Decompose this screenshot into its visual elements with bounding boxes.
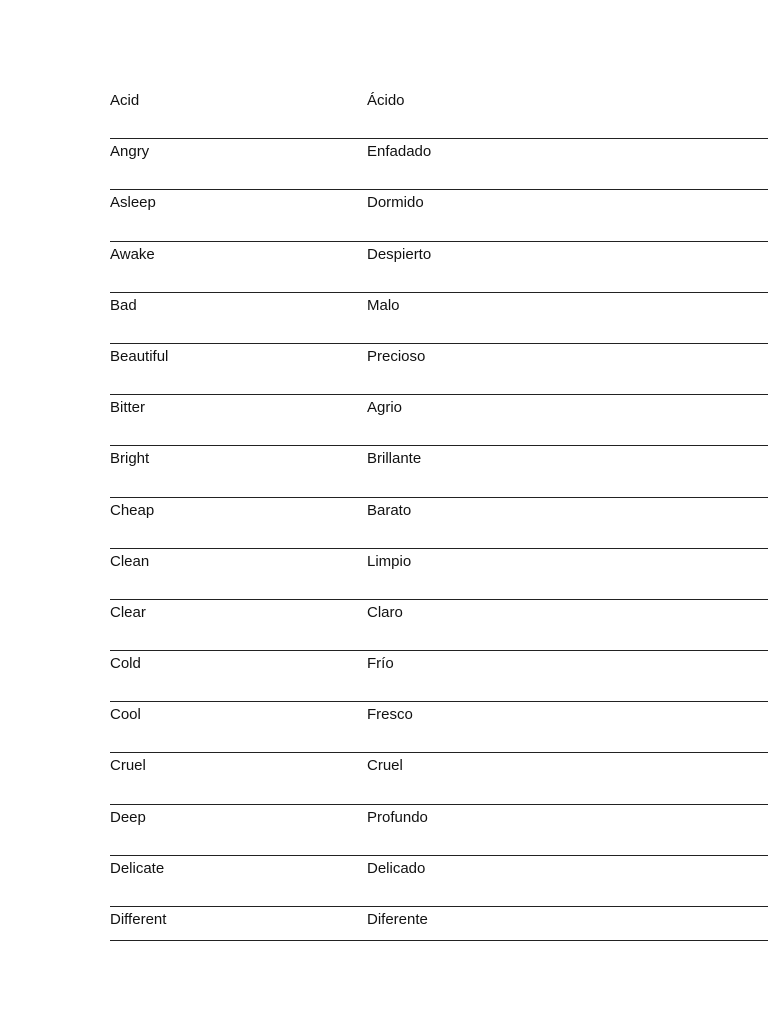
spanish-word: Barato [367, 501, 412, 519]
table-row [110, 190, 768, 241]
spanish-word: Brillante [367, 450, 422, 468]
english-word: Bad [110, 296, 137, 314]
english-word: Cruel [110, 757, 146, 775]
table-row [110, 856, 768, 907]
table-row [110, 702, 768, 753]
table-row [110, 651, 768, 702]
vocabulary-table [110, 88, 768, 941]
english-word: Cheap [110, 501, 155, 519]
english-word: Clear [110, 603, 146, 621]
table-row [110, 344, 768, 395]
spanish-word: Claro [367, 603, 403, 621]
table-row [110, 498, 768, 549]
english-word: Awake [110, 245, 155, 263]
spanish-word: Diferente [367, 911, 428, 928]
english-word: Clean [110, 552, 150, 570]
english-word: Delicate [110, 859, 165, 877]
spanish-word: Frío [367, 655, 394, 673]
table-row [110, 446, 768, 497]
spanish-word: Despierto [367, 245, 432, 263]
spanish-word: Ácido [367, 92, 405, 109]
spanish-word: Agrio [367, 399, 403, 417]
table-row [110, 395, 768, 446]
spanish-word: Precioso [367, 347, 426, 365]
english-word: Angry [110, 143, 150, 161]
table-row [110, 139, 768, 190]
table-row [110, 242, 768, 293]
table-row [110, 293, 768, 344]
spanish-word: Cruel [367, 757, 403, 775]
table-row [110, 549, 768, 600]
english-word: Beautiful [110, 347, 169, 365]
english-word: Bright [110, 450, 150, 468]
table-row [110, 600, 768, 651]
spanish-word: Fresco [367, 706, 413, 724]
spanish-word: Enfadado [367, 143, 432, 161]
table-row [110, 753, 768, 804]
english-word: Acid [110, 92, 140, 109]
english-word: Different [110, 911, 167, 928]
english-word: Cool [110, 706, 141, 724]
english-word: Asleep [110, 194, 156, 212]
spanish-word: Delicado [367, 859, 426, 877]
table-row [110, 88, 768, 139]
spanish-word: Profundo [367, 808, 428, 826]
table-row [110, 805, 768, 856]
spanish-word: Malo [367, 296, 400, 314]
english-word: Deep [110, 808, 146, 826]
english-word: Bitter [110, 399, 146, 417]
spanish-word: Limpio [367, 552, 412, 570]
english-word: Cold [110, 655, 141, 673]
table-row [110, 907, 768, 941]
spanish-word: Dormido [367, 194, 424, 212]
